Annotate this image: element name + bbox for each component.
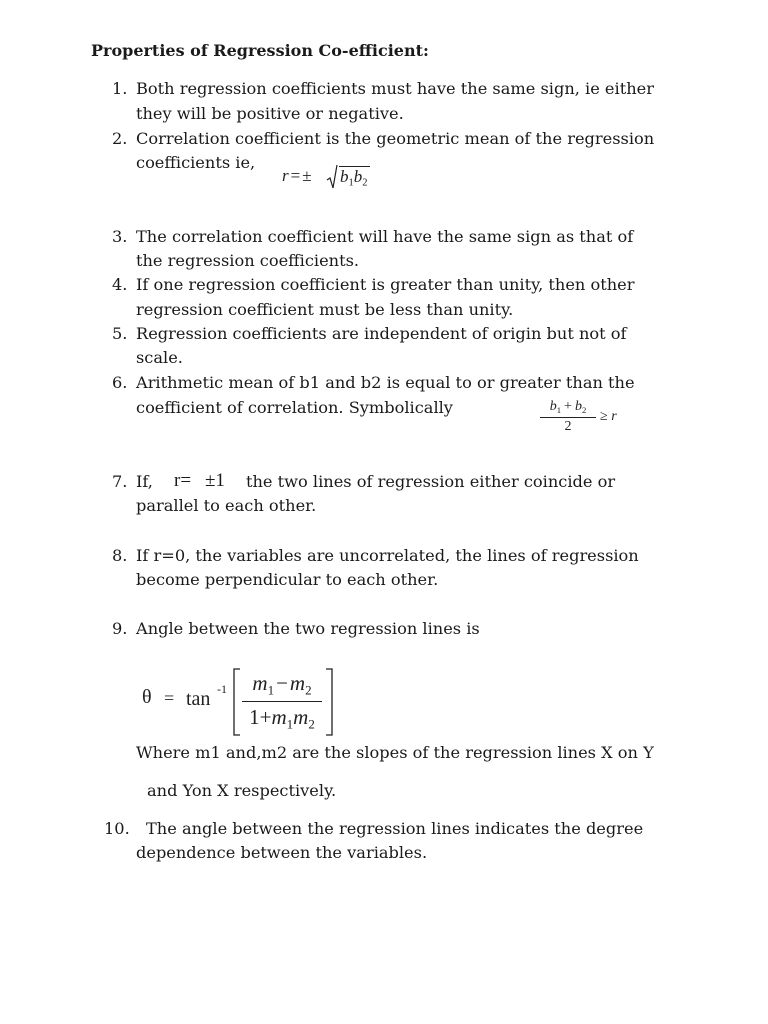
item-text: parallel to each other.	[136, 496, 317, 515]
item-text: If,	[136, 472, 153, 491]
item-text: coefficient of correlation. Symbolically	[136, 398, 453, 417]
item-text: coefficients ie,	[136, 153, 256, 172]
item-number: 1.	[112, 79, 128, 98]
plus-minus-one: ±1	[205, 470, 225, 491]
item-text: become perpendicular to each other.	[136, 570, 439, 589]
fraction-bar	[242, 701, 322, 702]
item-text: If r=0, the variables are uncorrelated, the lines of regression	[136, 546, 639, 565]
item-number: 9.	[112, 619, 128, 638]
item-text: Regression coefficients are independent of origin but not of	[136, 324, 627, 343]
item-number: 7.	[112, 472, 128, 491]
item-text: the regression coefficients.	[136, 251, 360, 270]
item-number: 4.	[112, 275, 128, 294]
item-number: 6.	[112, 373, 128, 392]
item-number: 8.	[112, 546, 128, 565]
r-equals: r=	[174, 470, 192, 491]
item-text: The angle between the regression lines indicates the degree	[146, 819, 644, 838]
mean-inequality-formula: $b_1 + b_2$ 2 ≥ r	[540, 398, 630, 440]
sqrt-sign	[326, 164, 338, 190]
bracket-right	[325, 668, 333, 736]
item-text: and Yon X respectively.	[147, 781, 337, 800]
item-text: Arithmetic mean of b1 and b2 is equal to or greater than the	[136, 373, 635, 392]
item-text: Where m1 and,m2 are the slopes of the regression lines X on Y	[136, 743, 654, 762]
item-text: The correlation coefficient will have the same sign as that of	[136, 227, 634, 246]
item-text: dependence between the variables.	[136, 843, 428, 862]
item-text: scale.	[136, 348, 183, 367]
item-text: Correlation coefficient is the geometric mean of the regression	[136, 129, 655, 148]
page-title: Properties of Regression Co-efficient:	[91, 41, 429, 60]
correlation-formula: r = ± $b_1b_2$	[282, 166, 312, 196]
angle-formula: θ = tan -1 $m_1-m_2$ $1+m_1m_2$	[142, 664, 342, 740]
item-text: Angle between the two regression lines is	[136, 619, 480, 638]
item-text: regression coefficient must be less than unity.	[136, 300, 514, 319]
item-text: Both regression coefficients must have the same sign, ie either	[136, 79, 654, 98]
item-text: they will be positive or negative.	[136, 104, 404, 123]
item-number: 5.	[112, 324, 128, 343]
item-text: If one regression coefficient is greater than unity, then other	[136, 275, 635, 294]
item-text: the two lines of regression either coincide or	[246, 472, 616, 491]
item-number: 2.	[112, 129, 128, 148]
item-number: 10.	[104, 819, 130, 838]
item-number: 3.	[112, 227, 128, 246]
